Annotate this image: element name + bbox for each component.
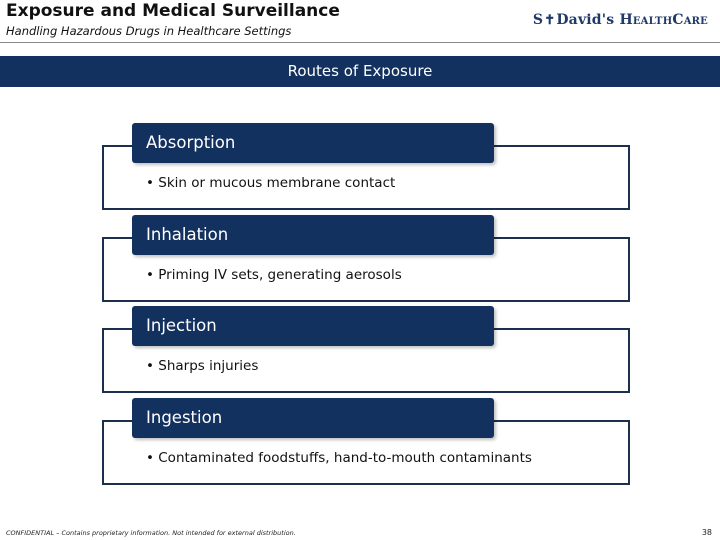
route-heading-box [132,215,494,255]
section-banner [0,56,720,87]
route-inhalation [0,215,720,305]
route-heading: Inhalation [146,225,229,244]
company-logo [533,12,708,28]
route-bullet: • Contaminated foodstuffs, hand-to-mouth contaminants [146,450,532,466]
route-heading-box [132,123,494,163]
title-divider [0,42,720,43]
slide-subtitle: Handling Hazardous Drugs in Healthcare Settings [6,24,292,38]
route-heading: Ingestion [146,408,223,427]
logo-prefix: S [532,12,544,28]
route-injection [0,306,720,396]
logo-suffix: HealthCare [619,12,708,28]
page-number: 38 [701,528,712,537]
banner-title: Routes of Exposure [287,62,433,80]
route-ingestion [0,398,720,488]
route-heading-box [132,398,494,438]
cross-icon: ✝ [544,13,556,28]
logo-name: David's [556,12,615,28]
slide-title: Exposure and Medical Surveillance [6,1,340,21]
route-heading: Injection [146,316,217,335]
route-absorption [0,123,720,213]
route-bullet: • Priming IV sets, generating aerosols [146,267,402,283]
route-heading: Absorption [146,133,236,152]
confidential-notice: CONFIDENTIAL – Contains proprietary information. Not intended for external distribution. [6,529,296,537]
route-heading-box [132,306,494,346]
route-bullet: • Sharps injuries [146,358,259,374]
route-bullet: • Skin or mucous membrane contact [146,175,396,191]
